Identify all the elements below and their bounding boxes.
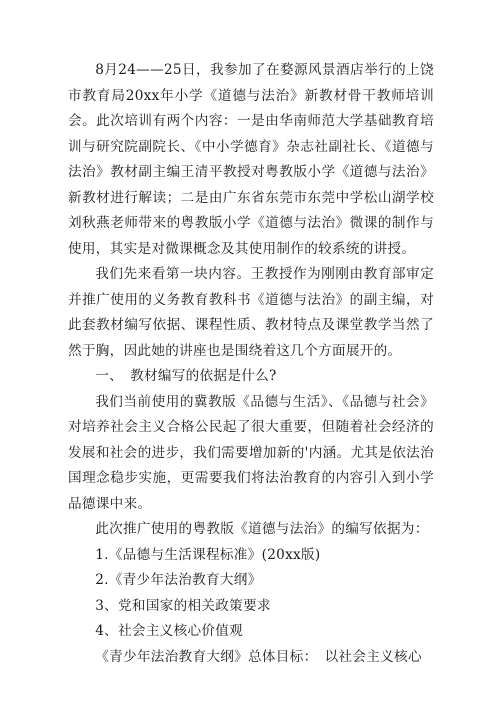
list-item-4: 4、社会主义核心价值观	[95, 623, 244, 639]
paragraph-intro: 8月24——25日，我参加了在婺源风景酒店举行的上饶市教育局20xx年小学《道德与法治》新教材骨干教师培训会。此次培训有两个内容：一是由华南师范大学基础教育培训与研究院副院长、《中小学德育》杂志社副社长、《道德与法治》教材副主编王清平教授对粤教版小学《道德与法治》新教材进行解读；二是由广东省东莞市东莞中学松山湖学校刘秋燕老师带来的粤教版小学《道德与法治》微课的制作与使用，其实是对微课概念及其使用制作的较系统的讲授。	[68, 62, 434, 257]
document-body	[68, 58, 434, 670]
paragraph-basis-intro: 此次推广使用的粤教版《道德与法治》的编写依据为：	[95, 521, 429, 537]
list-item-3: 3、党和国家的相关政策要求	[95, 597, 271, 614]
paragraph-goals: 《青少年法治教育大纲》总体目标： 以社会主义核心	[95, 648, 422, 665]
paragraph-background: 我们当前使用的冀教版《品德与生活》、《品德与社会》对培养社会主义合格公民起了很大重要，但随着社会经济的发展和社会的进步，我们需要增加新的'内涵。尤其是依法治国理念稳步实施，更需要我们将法治教育的内容引入到小学品德课中来。	[68, 393, 434, 512]
paragraph-first-section: 我们先来看第一块内容。王教授作为刚刚由教育部审定并推广使用的义务教育教科书《道德与法治》的副主编，对此套教材编写依据、课程性质、教材特点及课堂教学当然了然于胸，因此她的讲座也是围绕着这几个方面展开的。	[68, 266, 434, 359]
section-heading-1: 一、 教材编写的依据是什么?	[95, 368, 277, 384]
list-item-1: 1.《品德与生活课程标准》(20xx版)	[95, 546, 321, 563]
list-item-2: 2.《青少年法治教育大纲》	[95, 572, 262, 588]
